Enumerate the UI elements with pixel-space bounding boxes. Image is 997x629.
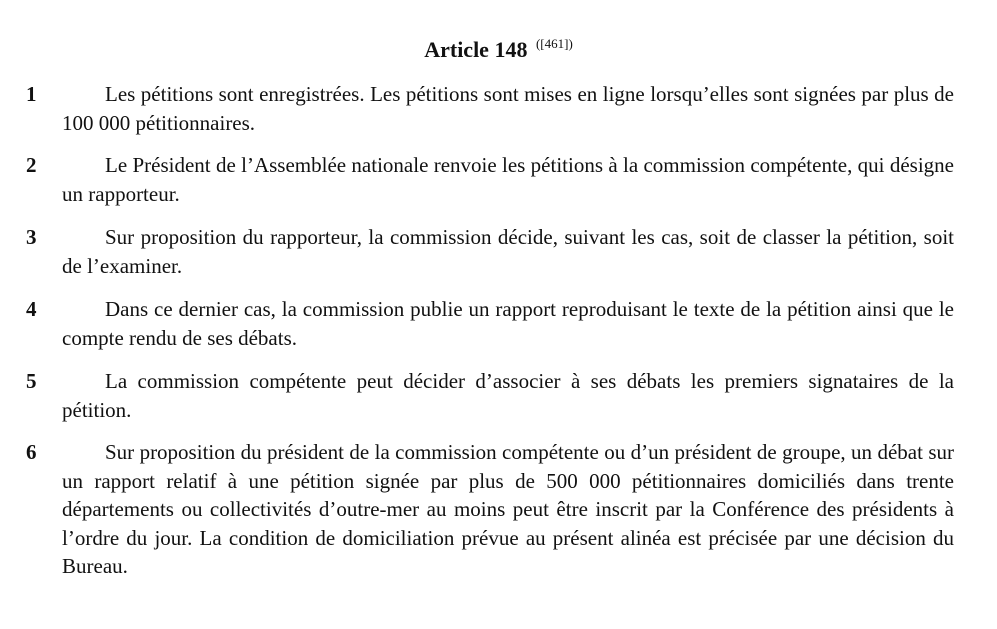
paragraph-number: 3 — [26, 225, 37, 249]
paragraph-number: 2 — [26, 153, 37, 177]
article-title: Article 148 — [424, 37, 528, 62]
paragraph-number: 5 — [26, 369, 37, 393]
paragraph-text: Le Président de l’Assemblée nationale renvoie les pétitions à la commission compétente, qui désigne un rapporteur. — [62, 153, 954, 206]
article-heading — [0, 30, 997, 64]
paragraph-text: Les pétitions sont enregistrées. Les pétitions sont mises en ligne lorsqu’elles sont signées par plus de 100 000 pétitionnaires. — [62, 82, 954, 135]
paragraph-number: 4 — [26, 297, 37, 321]
paragraph-number: 1 — [26, 82, 37, 106]
paragraph-text: Sur proposition du rapporteur, la commission décide, suivant les cas, soit de classer la pétition, soit de l’examiner. — [62, 225, 954, 278]
paragraph-text: La commission compétente peut décider d’associer à ses débats les premiers signataires de la pétition. — [62, 369, 954, 422]
article-footnote-reference[interactable]: ([461]) — [535, 36, 573, 51]
paragraph-text: Dans ce dernier cas, la commission publie un rapport reproduisant le texte de la pétition ainsi que le compte rendu de ses débats. — [62, 297, 954, 350]
paragraph-number: 6 — [26, 440, 37, 464]
paragraph-text: Sur proposition du président de la commission compétente ou d’un président de groupe, un débat sur un rapport relatif à une pétition signée par plus de 500 000 pétitionnaires domiciliés dans trente départements ou collectivités d’outre-mer au moins peut être inscrit par la Conférence des présidents à l’ordre du jour. La condition de domiciliation prévue au présent alinéa est précisée par une décision du Bureau. — [62, 440, 954, 579]
